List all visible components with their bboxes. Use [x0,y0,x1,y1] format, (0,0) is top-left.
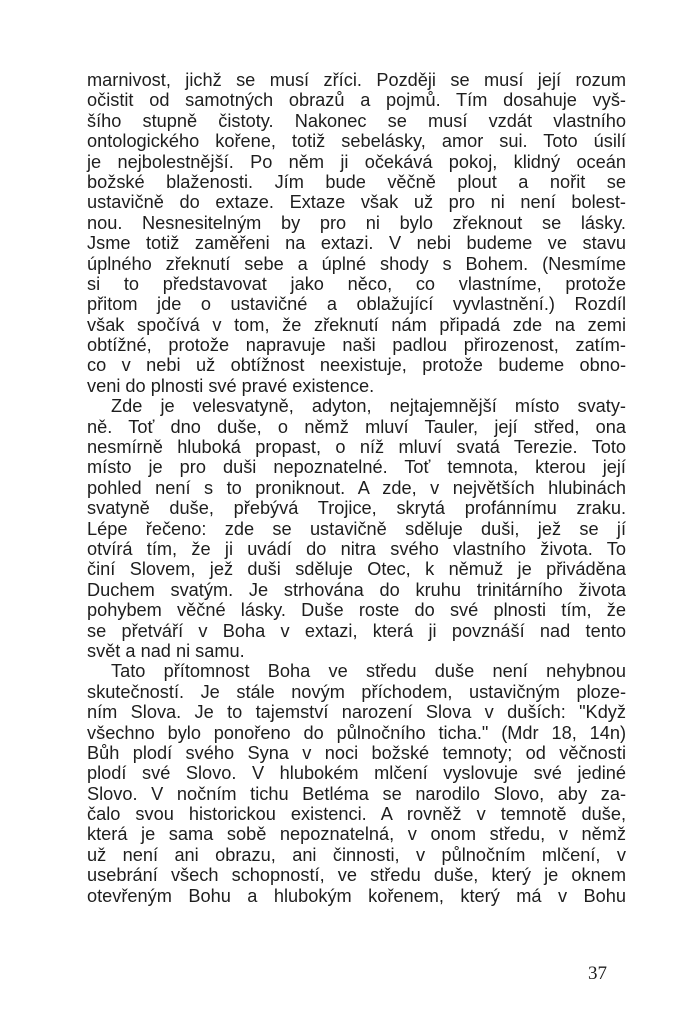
text-line: už není ani obrazu, ani činnosti, v půlnočním mlčení, v [87,844,626,865]
text-line: která je sama sobě nepoznatelná, v onom středu, v němž [87,824,626,845]
paragraph-first-line: Zde je velesvatyně, adyton, nejtajemnější místo svaty- [111,396,626,417]
text-line: si to představovat jako něco, co vlastníme, protože [87,273,626,294]
text-line: úplného zřeknutí sebe a úplné shody s Bohem. (Nesmíme [87,253,626,274]
text-line: ontologického kořene, totiž sebelásky, amor sui. Toto úsilí [87,131,626,152]
text-line: nesmírně hluboká propast, o níž mluví svatá Terezie. Toto [87,437,626,458]
text-line: otevřeným Bohu a hlubokým kořenem, který má v Bohu [87,885,626,906]
text-line: je nejbolestnější. Po něm ji očekává pokoj, klidný oceán [87,151,626,172]
paragraph-end-line: veni do plnosti své pravé existence. [87,375,375,396]
text-line: čalo svou historickou existenci. A rovněž v temnotě duše, [87,804,626,825]
text-line: usebrání všech schopností, ve středu duše, který je oknem [87,865,626,886]
text-line: ustavičně do extaze. Extaze však už pro ni není bolest- [87,192,626,213]
paragraph-end-line: svět a nad ni samu. [87,640,245,661]
text-line: skutečností. Je stále novým příchodem, ustavičným ploze- [87,681,626,702]
text-line: očistit od samotných obrazů a pojmů. Tím dosahuje vyš- [87,90,626,111]
text-line: co v nebi už obtížnost neexistuje, protože budeme obno- [87,355,626,376]
text-line: místo je pro duši nepoznatelné. Toť temnota, kterou její [87,457,626,478]
paragraph-first-line: Tato přítomnost Boha ve středu duše není nehybnou [111,661,626,682]
text-line: však spočívá v tom, že zřeknutí nám připadá zde na zemi [87,314,626,335]
text-line: se přetváří v Boha v extazi, která ji povznáší nad tento [87,620,626,641]
text-line: plodí své Slovo. V hlubokém mlčení vyslovuje své jediné [87,763,626,784]
text-line: Duchem svatým. Je strhována do kruhu trinitárního života [87,579,626,600]
text-line: božské blaženosti. Jím bude věčně plout a nořit se [87,171,626,192]
text-line: pohled není s to proniknout. A zde, v největších hlubinách [87,477,626,498]
text-line: činí Slovem, jež duši sděluje Otec, k němuž je přiváděna [87,559,626,580]
text-line: všechno bylo ponořeno do půlnočního ticha." (Mdr 18, 14n) [87,722,626,743]
text-line: pohybem věčné lásky. Duše roste do své plnosti tím, že [87,600,626,621]
text-line: Jsme totiž zaměřeni na extazi. V nebi budeme ve stavu [87,233,626,254]
page-number: 37 [588,963,607,984]
text-line: ním Slova. Je to tajemství narození Slova v duších: "Když [87,702,626,723]
text-line: ně. Toť dno duše, o němž mluví Tauler, její střed, ona [87,416,626,437]
text-line: otvírá tím, že ji uvádí do nitra svého vlastního života. To [87,538,626,559]
text-line: Slovo. V nočním tichu Betléma se narodilo Slovo, aby za- [87,783,626,804]
text-line: Lépe řečeno: zde se ustavičně sděluje duši, jež se jí [87,518,626,539]
text-line: přitom jde o ustavičné a oblažující vyvlastnění.) Rozdíl [87,294,626,315]
text-line: obtížné, protože napravuje naši padlou přirozenost, zatím- [87,335,626,356]
text-line: svatyně duše, přebývá Trojice, skrytá profánnímu zraku. [87,498,626,519]
text-line: šího stupně čistoty. Nakonec se musí vzdát vlastního [87,110,626,131]
text-line: marnivost, jichž se musí zříci. Později se musí její rozum [87,70,626,90]
text-line: nou. Nesnesitelným by pro ni bylo zřeknout se lásky. [87,212,626,233]
body-text [87,70,626,906]
text-line: Bůh plodí svého Syna v noci božské temnoty; od věčnosti [87,742,626,763]
